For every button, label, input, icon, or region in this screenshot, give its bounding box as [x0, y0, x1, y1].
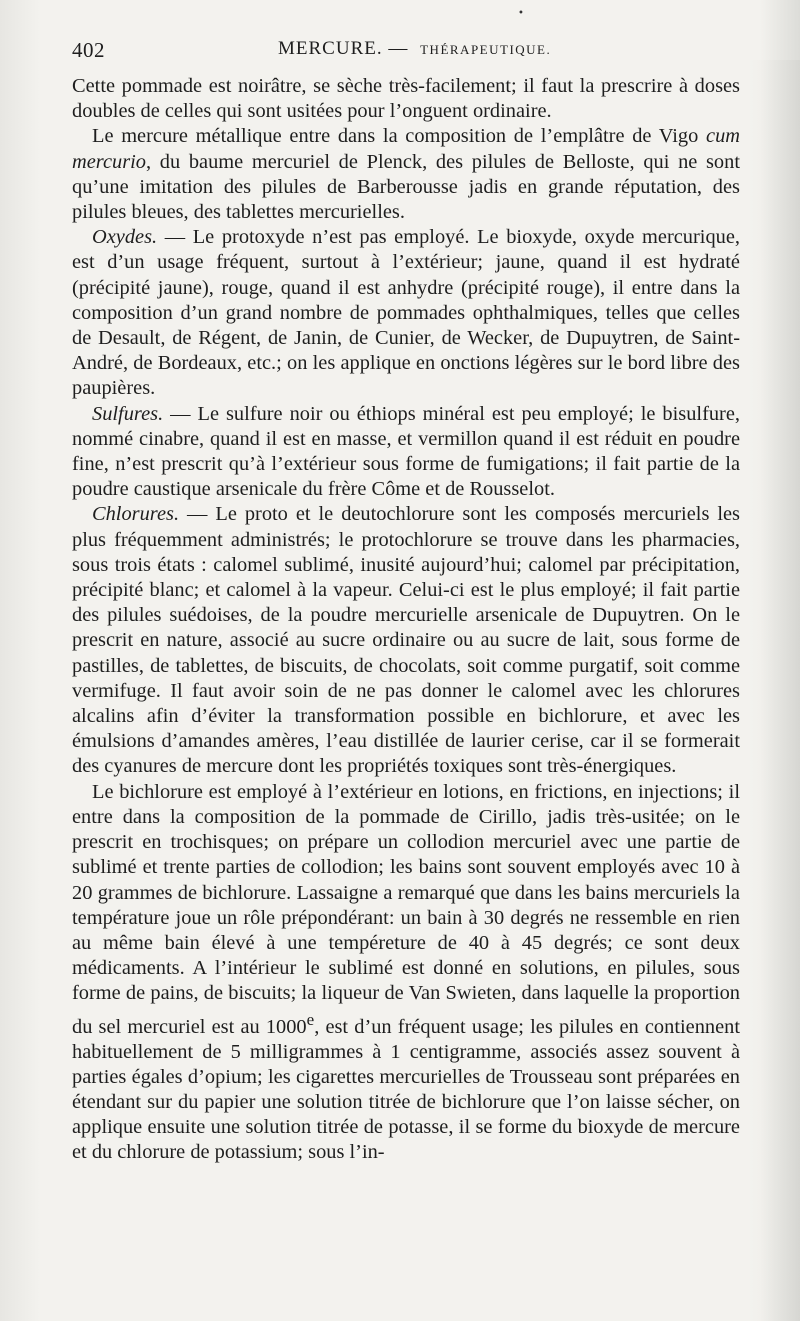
body-text	[72, 74, 740, 1166]
paragraph-text-end: , est d’un fréquent usage; les pilules en contiennent habituellement de 5 milligrammes à 1 centigramme, associés assez souvent à parties égales d’opium; les cigarettes mercurielles de Trousseau sont préparées en étendant sur du papier une solution titrée de bichlorure que l’on laisse sécher, on applique ensuite une solution titrée de potasse, il se forme du bioxyde de mercure et du chlorure de potassium; sous l’in-	[72, 1015, 740, 1164]
paragraph-oxydes	[72, 225, 740, 401]
section-heading-chlorures: Chlorures.	[92, 503, 180, 526]
ordinal-superscript: e	[306, 1009, 315, 1029]
ink-mark: •	[518, 8, 524, 19]
paragraph-text: Cette pommade est noirâtre, se sèche très-facilement; il faut la prescrire à doses doubles de celles qui sont usitées pour l’onguent ordinaire.	[72, 75, 740, 123]
paragraph-sulfures	[72, 402, 740, 503]
paragraph-text-start: Le mercure métallique entre dans la composition de l’emplâtre de Vigo	[92, 125, 707, 148]
running-title-main: MERCURE.	[278, 38, 383, 59]
paragraph-chlorures	[72, 502, 740, 779]
paragraph-text-end: , du baume mercuriel de Plenck, des pilules de Belloste, qui ne sont qu’une imitation des pilules de Barberousse jadis en grande réputation, des pilules bleues, des tablettes mercurielles.	[72, 150, 740, 224]
latin-term: cum mercurio	[72, 125, 740, 173]
paragraph-ointment-continuation	[72, 74, 740, 124]
paragraph-metallic-mercury	[72, 124, 740, 225]
page-edge-shadow	[748, 60, 800, 1321]
running-title-dash: —	[388, 38, 409, 59]
paragraph-text: — Le proto et le deutochlorure sont les composés mercuriels les plus fréquemment administrés; le protochlorure se trouve dans les pharmacies, sous trois états : calomel sublimé, inusité aujourd’hui; calomel par précipitation, précipité blanc; et calomel à la vapeur. Celui-ci est le plus employé; il fait partie des pilules suédoises, de la poudre mercurielle arsenicale de Dupuytren. On le prescrit en nature, associé au sucre ordinaire ou au sucre de lait, sous forme de pastilles, de tablettes, de biscuits, de chocolats, soit comme purgatif, soit comme vermifuge. Il faut avoir soin de ne pas donner le calomel avec les chlorures alcalins afin d’éviter la transformation possible en bichlorure, et avec les émulsions d’amandes amères, l’eau distillée de laurier cerise, car il se formerait des cyanures de mercure dont les propriétés toxiques sont très-énergiques.	[72, 503, 740, 778]
running-title	[278, 38, 551, 60]
paragraph-text: — Le protoxyde n’est pas employé. Le bioxyde, oxyde mercurique, est d’un usage fréquent, surtout à l’extérieur; jaune, quand il est hydraté (précipité jaune), rouge, quand il est anhydre (précipité rouge), il entre dans la composition d’un grand nombre de pommades ophthalmiques, telles que celles de Desault, de Régent, de Janin, de Cunier, de Wecker, de Dupuytren, de Saint-André, de Bordeaux, etc.; on les applique en onctions légères sur le bord libre des paupières.	[72, 226, 740, 400]
section-heading-oxydes: Oxydes.	[92, 226, 158, 249]
section-heading-sulfures: Sulfures.	[92, 402, 164, 425]
running-head	[72, 38, 740, 64]
paragraph-text: — Le sulfure noir ou éthiops minéral est peu employé; le bisulfure, nommé cinabre, quand il est en masse, et vermillon quand il est réduit en poudre fine, n’est prescrit qu’à l’extérieur sous forme de fumigations; il fait partie de la poudre caustique arsenicale du frère Côme et de Rousselot.	[72, 402, 740, 501]
running-title-subtitle: THÉRAPEUTIQUE.	[420, 42, 552, 57]
page-number: 402	[72, 38, 105, 62]
paragraph-bichlorure	[72, 780, 740, 1166]
paragraph-text-start: Le bichlorure est employé à l’extérieur en lotions, en frictions, en injections; il entre dans la composition de la pommade de Cirillo, jadis très-usitée; on le prescrit en trochisques; on prépare un collodion mercuriel avec une partie de sublimé et trente parties de collodion; les bains sont souvent employés avec 10 à 20 grammes de bichlorure. Lassaigne a remarqué que dans les bains mercuriels la température joue un rôle prépondérant: un bain à 30 degrés ne ressemble en rien au même bain élevé à une tempéreture de 40 à 45 degrés; ce sont deux médicaments. A l’intérieur le sublimé est donné en solutions, en pilules, sous forme de pains, de biscuits; la liqueur de Van Swieten, dans laquelle la proportion du sel mercuriel est au 1000	[72, 780, 740, 1038]
